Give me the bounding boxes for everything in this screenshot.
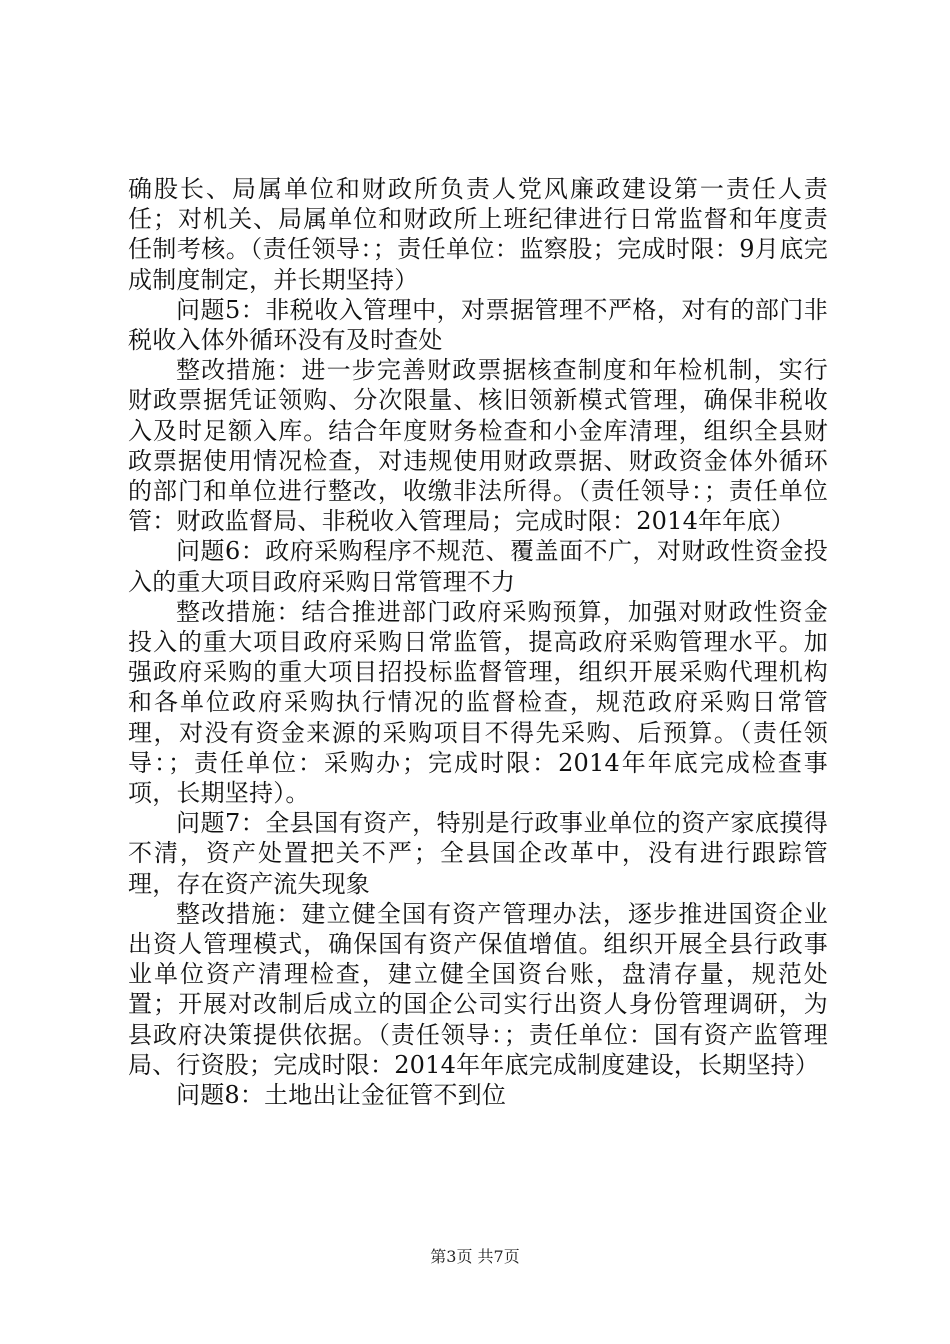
paragraph-continuation: 确股长、局属单位和财政所负责人党风廉政建设第一责任人责任；对机关、局属单位和财政所上班纪律进行日常监督和年度责任制考核。（责任领导：；责任单位：监察股；完成时限：9月底完成制度制定，并长期坚持） [128,175,828,294]
paragraph-measures-6: 整改措施：结合推进部门政府采购预算，加强对财政性资金投入的重大项目政府采购日常监管，提高政府采购管理水平。加强政府采购的重大项目招投标监督管理，组织开展采购代理机构和各单位政府采购执行情况的监督检查，规范政府采购日常管理，对没有资金来源的采购项目不得先采购、后预算。（责任领导：；责任单位：采购办；完成时限：2014年年底完成检查事项，长期坚持）。 [128,597,828,808]
paragraph-issue-7: 问题7：全县国有资产，特别是行政事业单位的资产家底摸得不清，资产处置把关不严；全县国企改革中，没有进行跟踪管理，存在资产流失现象 [128,809,828,898]
page-footer: 第3页 共7页 [430,1247,520,1266]
paragraph-issue-6: 问题6：政府采购程序不规范、覆盖面不广，对财政性资金投入的重大项目政府采购日常管理不力 [128,537,828,596]
paragraph-issue-5: 问题5：非税收入管理中，对票据管理不严格，对有的部门非税收入体外循环没有及时查处 [128,295,828,355]
document-body [128,174,828,1110]
paragraph-measures-7: 整改措施：建立健全国有资产管理办法，逐步推进国资企业出资人管理模式，确保国有资产保值增值。组织开展全县行政事业单位资产清理检查，建立健全国资台账，盘清存量，规范处置；开展对改制后成立的国企公司实行出资人身份管理调研，为县政府决策提供依据。（责任领导：；责任单位：国有资产监管理局、行资股；完成时限：2014年年底完成制度建设，长期坚持） [128,899,828,1079]
paragraph-issue-8: 问题8：土地出让金征管不到位 [176,1081,507,1110]
paragraph-measures-5: 整改措施：进一步完善财政票据核查制度和年检机制，实行财政票据凭证领购、分次限量、核旧领新模式管理，确保非税收入及时足额入库。结合年度财务检查和小金库清理，组织全县财政票据使用情况检查，对违规使用财政票据、财政资金体外循环的部门和单位进行整改，收缴非法所得。（责任领导：；责任单位管：财政监督局、非税收入管理局；完成时限：2014年年底） [128,356,828,536]
